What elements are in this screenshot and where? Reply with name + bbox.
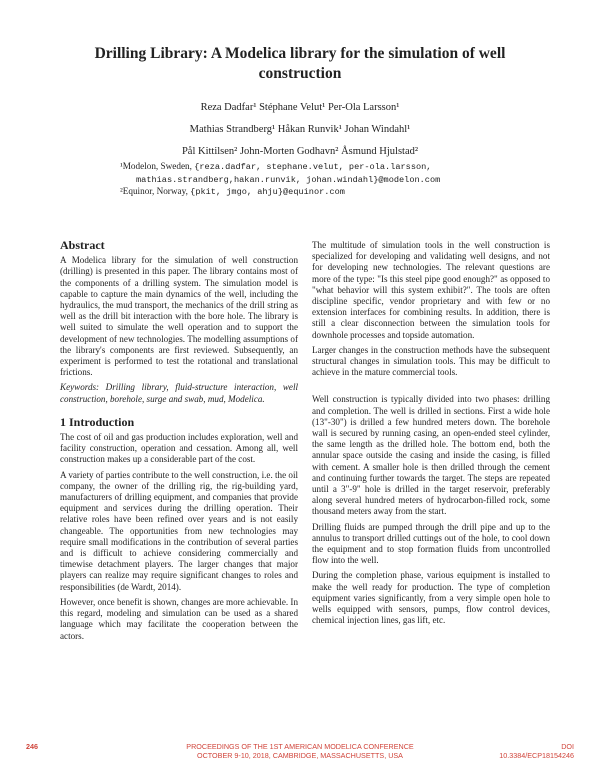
right-paragraph-4: Drilling fluids are pumped through the drill pipe and up to the annulus to transport drilled cuttings out of the hole, to cool down the equipment and to stop formation fluids from uncontrolled flow into the well. (312, 521, 550, 566)
abstract-heading: Abstract (60, 238, 105, 252)
affiliation-1-emails-cont: mathias.strandberg,hakan.runvik, johan.windahl}@modelon.com (136, 175, 441, 185)
conference-info (150, 742, 450, 760)
author-line-2: Mathias Strandberg¹ Håkan Runvik¹ Johan Windahl¹ (189, 124, 411, 135)
intro-paragraph-2: A variety of parties contribute to the well construction, i.e. the oil company, the owner of the drilling rig, the rig-building yard, manufacturers of drilling equipment, and companies that provide equipment and services during the drilling operation. Their relative roles have been refined over years and is not easily changeable. The opportunities from new technologies may require small modifications in the contribution of several parties and is difficult to achieve considering commercially and timewise detachment players. The larger changes that major players can realize may require significant changes to roles and responsibilities (de Wardt, 2014). (60, 469, 298, 592)
conference-line-2: OCTOBER 9-10, 2018, CAMBRIDGE, MASSACHUSETTS, USA (197, 751, 403, 760)
intro-paragraph-3: However, once benefit is shown, changes are more achievable. In this regard, modeling and simulation can be used as a shared language which may facilitate the cooperation between the actors. (60, 596, 298, 641)
author-line-1: Reza Dadfar¹ Stéphane Velut¹ Per-Ola Larsson¹ (200, 102, 400, 113)
doi-label: DOI (561, 742, 574, 751)
affiliation-1 (120, 160, 520, 186)
right-paragraph-5: During the completion phase, various equipment is installed to make the well ready for production. The type of completion equipment varies significantly, from a very simple open hole to wells equipped with sensors, pumps, flow control devices, chemical injection lines, gas lift, etc. (312, 570, 550, 626)
page-number: 246 (26, 742, 38, 751)
affiliation-2-emails: {pkit, jmgo, ahju}@equinor.com (190, 187, 345, 197)
doi-block (499, 742, 574, 760)
conference-line-1: PROCEEDINGS OF THE 1ST AMERICAN MODELICA CONFERENCE (186, 742, 414, 751)
doi-value: 10.3384/ECP18154246 (499, 751, 574, 760)
left-column (60, 240, 298, 646)
affiliation-2-label: ²Equinor, Norway, (120, 186, 191, 196)
right-paragraph-2: Larger changes in the construction methods have the subsequent structural changes in simulation tools. This may be difficult to achieve in the mature commercial tools. (312, 344, 550, 378)
abstract-text: A Modelica library for the simulation of well construction (drilling) is presented in this paper. The library contains most of the components of a drilling system. The simulation model is capable to capture the main dynamics of the well, including the hydraulics, the mud transport, the mechanics of the drill string as well as the drill bit interaction with the bore hole. The library is well suited to simulate the well operation and to support the development of new technologies. The modelling assumptions of the library's components are first reviewed. Subsequently, an experiment is performed to test the rotational and translational frictions. (60, 255, 298, 378)
right-column (312, 240, 550, 631)
affiliation-1-emails: {reza.dadfar, stephane.velut, per-ola.larsson, (194, 162, 432, 172)
right-paragraph-1: The multitude of simulation tools in the well construction is specialized for developing and validating well designs, and not for developing new technologies. The relevant questions are more of the type: "Is this steel pipe good enough?" as opposed to "what behavior will this system exhibit?". The tools are often discipline specific, vendor proprietary and with few or no extension interfaces for combining results. In addition, there is still a clear disconnection between the simulation tools for downhole processes and topside automation. (312, 240, 550, 340)
affiliation-2 (120, 185, 520, 198)
right-paragraph-3: Well construction is typically divided into two phases: drilling and completion. The well is drilled in sections. First a wide hole (13"-30") is drilled a few hundred meters down. The borehole wall is secured by running casing, an open-ended steel cylinder, the same length as the drilled hole. The bottom end, both the annular space outside the casing and inside the casing, is filled with cement. A smaller hole is then drilled through the cement and continuing further towards the target. The steps are repeated until a 3"-9" hole is drilled in the target reservoir, preferably along several hundred meters of hydrocarbon-filled rock, some thousand meters away from the start. (312, 394, 550, 517)
author-line-3: Pål Kittilsen² John-Morten Godhavn² Åsmund Hjulstad² (181, 146, 419, 157)
intro-paragraph-1: The cost of oil and gas production includes exploration, well and facility construction, operation and cessation. Among all, well construction makes up a considerable part of the cost. (60, 432, 298, 465)
keywords: Keywords: Drilling library, fluid-structure interaction, well construction, borehole, surge and swab, mud, Modelica. (60, 382, 298, 404)
paper-title: Drilling Library: A Modelica library for the simulation of well construction (94, 45, 506, 82)
introduction-heading: 1 Introduction (60, 414, 135, 429)
affiliation-1-label: ¹Modelon, Sweden, (120, 161, 195, 171)
